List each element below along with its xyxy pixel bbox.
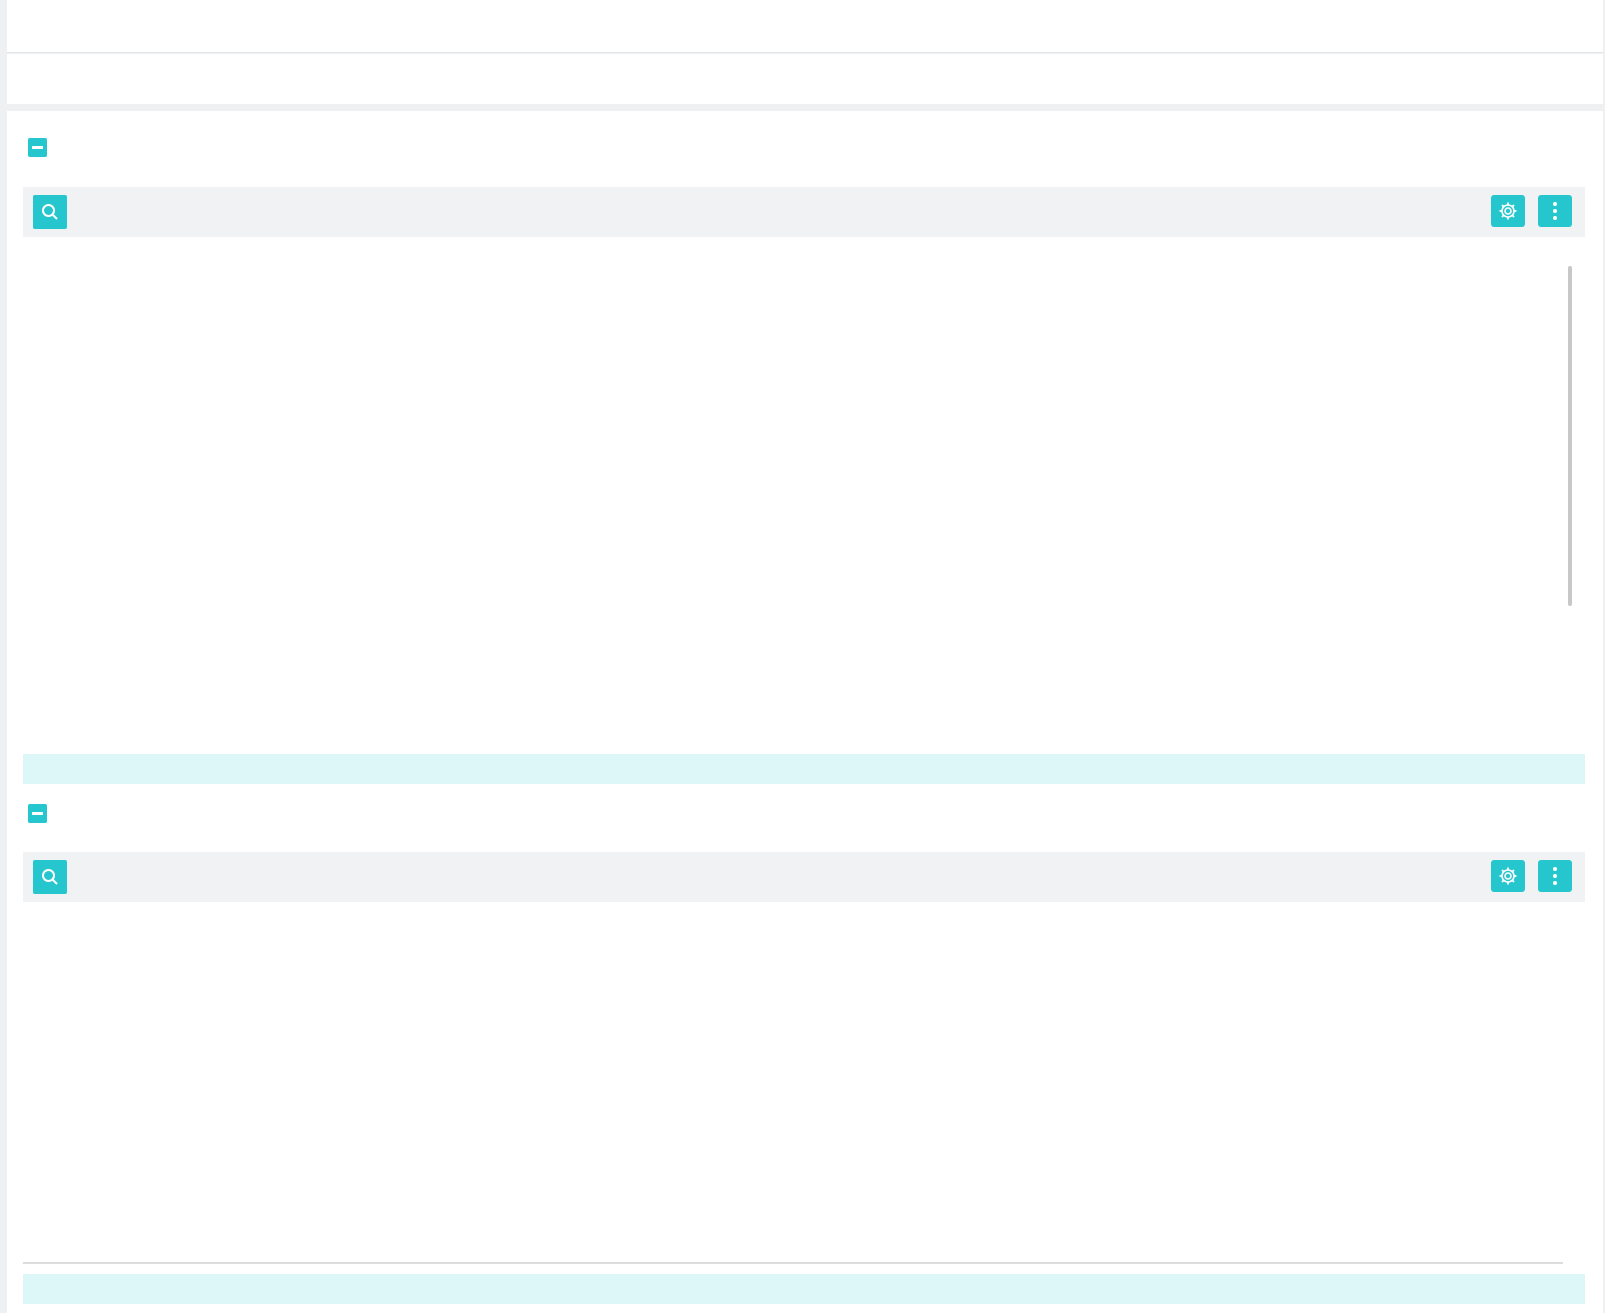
section-resultat-title[interactable] [28, 804, 57, 823]
collapse-icon[interactable] [28, 804, 47, 823]
sub-nav [7, 54, 1603, 104]
more-vertical-icon [1553, 202, 1557, 220]
gear-icon [1498, 201, 1518, 221]
bilan-table-body [23, 266, 1568, 746]
search-icon [41, 203, 59, 221]
search-button[interactable] [33, 860, 67, 894]
section-bilan-title[interactable] [28, 138, 57, 157]
gear-icon [1498, 866, 1518, 886]
search-button[interactable] [33, 195, 67, 229]
search-icon [41, 868, 59, 886]
more-vertical-icon [1553, 867, 1557, 885]
more-options-button[interactable] [1538, 195, 1572, 227]
bilan-toolbar [23, 187, 1585, 237]
more-options-button[interactable] [1538, 860, 1572, 892]
resultat-totals-row [23, 1274, 1585, 1304]
collapse-icon[interactable] [28, 138, 47, 157]
scrollbar[interactable] [1568, 266, 1572, 606]
resultat-table-body [23, 931, 1605, 1261]
settings-button[interactable] [1491, 195, 1525, 227]
horizontal-scrollbar[interactable] [23, 1262, 1563, 1264]
settings-button[interactable] [1491, 860, 1525, 892]
resultat-toolbar [23, 852, 1585, 902]
bilan-totals-row [23, 754, 1585, 784]
main-nav [7, 0, 1603, 53]
